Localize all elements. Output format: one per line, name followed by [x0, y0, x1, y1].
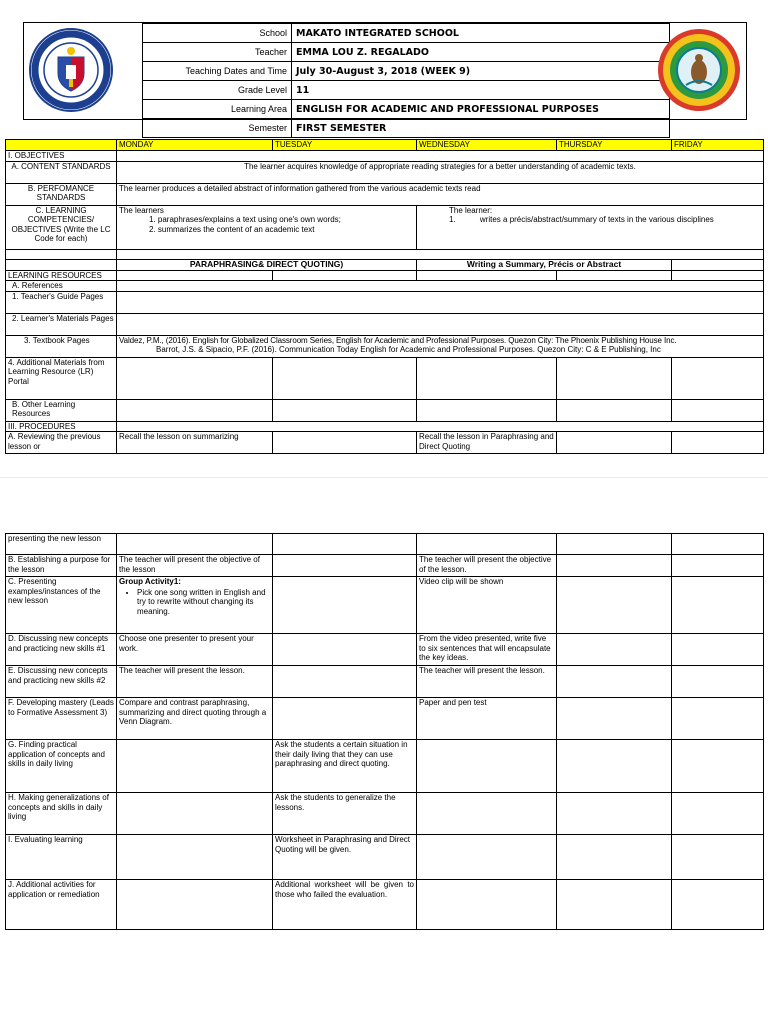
- group-activity-heading: Group Activity1:: [119, 577, 181, 586]
- area-label: Learning Area: [143, 100, 292, 119]
- other-resources-label: B. Other Learning Resources: [6, 399, 117, 421]
- learners-materials-label: 2. Learner's Materials Pages: [6, 313, 117, 335]
- procedure-j-label: J. Additional activities for application or remediation: [6, 880, 117, 930]
- procedure-d-label: D. Discussing new concepts and practicing new skills #1: [6, 634, 117, 666]
- page-1: [0, 0, 768, 478]
- day-wednesday: WEDNESDAY: [417, 140, 557, 151]
- competencies-b-head: The learner:: [449, 205, 493, 215]
- textbook-label: 3. Textbook Pages: [6, 335, 117, 357]
- dates-value: July 30-August 3, 2018 (WEEK 9): [292, 62, 670, 81]
- resources-label: LEARNING RESOURCES: [6, 270, 117, 281]
- procedure-a-wednesday: Recall the lesson in Paraphrasing and Direct Quoting: [417, 432, 557, 454]
- procedure-i-tuesday: Worksheet in Paraphrasing and Direct Quoting will be given.: [273, 835, 417, 880]
- dates-label: Teaching Dates and Time: [143, 62, 292, 81]
- procedure-b-wednesday: The teacher will present the objective of the lesson.: [417, 555, 557, 577]
- competencies-wed-fri: [417, 205, 764, 249]
- teachers-guide-label: 1. Teacher's Guide Pages: [6, 291, 117, 313]
- area-value: ENGLISH FOR ACADEMIC AND PROFESSIONAL PURPOSES: [292, 100, 670, 119]
- objectives-label: I. OBJECTIVES: [6, 151, 117, 162]
- content-standards-label: A. CONTENT STANDARDS: [6, 161, 117, 183]
- competencies-a-item-1: 1. paraphrases/explains a text using one's own words;: [149, 215, 341, 225]
- textbook-ref-1: Valdez, P.M., (2016). English for Globalized Classroom Series, English for Academic and Professional Purposes. Quezon City: The Phoenix Publishing House Inc.: [119, 335, 677, 345]
- procedure-f-wednesday: Paper and pen test: [417, 698, 557, 740]
- procedure-f-monday: Compare and contrast paraphrasing, summarizing and direct quoting through a Venn Diagram.: [117, 698, 273, 740]
- semester-value: FIRST SEMESTER: [292, 119, 670, 138]
- procedure-g-tuesday: Ask the students a certain situation in their daily living that they can use paraphrasing and direct quoting.: [273, 740, 417, 793]
- competencies-b-number: 1.: [449, 215, 456, 225]
- procedure-f-label: F. Developing mastery (Leads to Formative Assessment 3): [6, 698, 117, 740]
- competencies-label: C. LEARNING COMPETENCIES/ OBJECTIVES (Write the LC Code for each): [6, 205, 117, 249]
- day-monday: MONDAY: [117, 140, 273, 151]
- procedure-e-monday: The teacher will present the lesson.: [117, 666, 273, 698]
- procedure-b-monday: The teacher will present the objective of the lesson: [117, 555, 273, 577]
- competencies-mon-tue: [117, 205, 417, 249]
- procedure-b-label: B. Establishing a purpose for the lesson: [6, 555, 117, 577]
- performance-standards-label: B. PERFOMANCE STANDARDS: [6, 183, 117, 205]
- performance-standards-text: The learner produces a detailed abstract of information gathered from the various academic texts read: [117, 183, 764, 205]
- deped-seal-icon: [28, 27, 114, 113]
- textbook-references: [117, 335, 764, 357]
- content-standards-text: The learner acquires knowledge of appropriate reading strategies for a better understanding of academic texts.: [117, 161, 764, 183]
- competencies-b-item-1: writes a précis/abstract/summary of texts in the various disciplines: [479, 215, 714, 225]
- textbook-ref-2: Barrot, J.S. & Sipacio, P.F. (2016). Communication Today English for Academic and Professional Purposes. Quezon City: C & E Publishing, Inc: [156, 345, 661, 355]
- day-tuesday: TUESDAY: [273, 140, 417, 151]
- procedure-a-label-part-2: presenting the new lesson: [6, 534, 117, 555]
- procedure-e-wednesday: The teacher will present the lesson.: [417, 666, 557, 698]
- topic-paraphrasing: PARAPHRASING& DIRECT QUOTING): [117, 259, 417, 270]
- day-thursday: THURSDAY: [557, 140, 672, 151]
- days-header-row: [6, 140, 764, 151]
- school-info-table: [142, 23, 670, 138]
- procedure-a-label-part-1: A. Reviewing the previous lesson or: [6, 432, 117, 454]
- references-label: A. References: [6, 281, 117, 292]
- procedure-h-tuesday: Ask the students to generalize the lessons.: [273, 793, 417, 835]
- procedure-c-wednesday: Video clip will be shown: [417, 577, 557, 634]
- grade-value: 11: [292, 81, 670, 100]
- teacher-value: EMMA LOU Z. REGALADO: [292, 43, 670, 62]
- school-header: [23, 22, 747, 134]
- procedure-g-label: G. Finding practical application of concepts and skills in daily living: [6, 740, 117, 793]
- procedure-h-label: H. Making generalizations of concepts and skills in daily living: [6, 793, 117, 835]
- procedure-d-wednesday: From the video presented, write five to six sentences that will encapsulate the key ideas.: [417, 634, 557, 666]
- competencies-a-item-2: 2. summarizes the content of an academic text: [149, 224, 315, 234]
- procedure-e-label: E. Discussing new concepts and practicing new skills #2: [6, 666, 117, 698]
- procedures-label: III. PROCEDURES: [6, 421, 117, 432]
- procedure-c-monday: [117, 577, 273, 634]
- procedure-i-label: I. Evaluating learning: [6, 835, 117, 880]
- semester-label: Semester: [143, 119, 292, 138]
- group-activity-item: • Pick one song written in English and try to rewrite without changing its meaning.: [137, 588, 270, 617]
- procedure-c-label: C. Presenting examples/instances of the new lesson: [6, 577, 117, 634]
- topic-summary: Writing a Summary, Précis or Abstract: [417, 259, 672, 270]
- day-friday: FRIDAY: [672, 140, 764, 151]
- school-label: School: [143, 24, 292, 43]
- procedure-a-monday: Recall the lesson on summarizing: [117, 432, 273, 454]
- lr-portal-label: 4. Additional Materials from Learning Resource (LR) Portal: [6, 357, 117, 399]
- page-2: [0, 478, 768, 1024]
- dll-table-page-1: [5, 139, 764, 454]
- grade-label: Grade Level: [143, 81, 292, 100]
- school-value: MAKATO INTEGRATED SCHOOL: [292, 24, 670, 43]
- dll-table-page-2: [5, 533, 764, 930]
- procedure-j-tuesday: Additional worksheet will be given to those who failed the evaluation.: [273, 880, 417, 930]
- competencies-a-head: The learners: [119, 205, 164, 215]
- school-seal-icon: [656, 27, 742, 113]
- procedure-d-monday: Choose one presenter to present your work.: [117, 634, 273, 666]
- teacher-label: Teacher: [143, 43, 292, 62]
